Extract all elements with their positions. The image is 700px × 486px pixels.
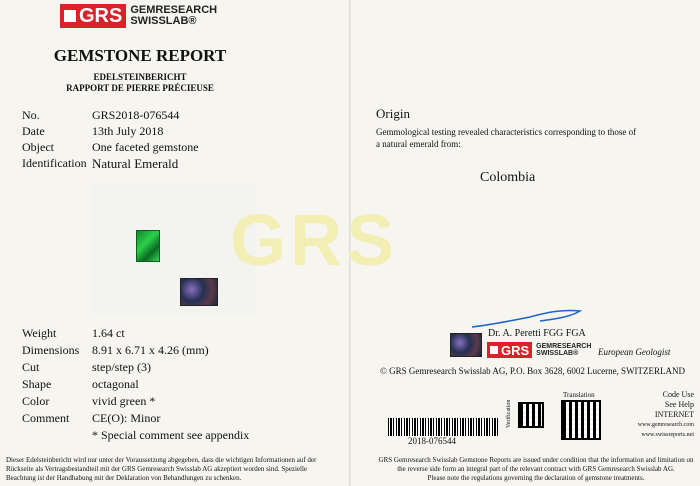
internet-info [638,390,694,440]
field-label: Color [22,394,50,408]
logo-line2: SWISSLAB® [130,15,197,27]
translation-label: Translation [563,391,595,399]
right-footer [378,456,694,483]
translation-qr-code[interactable] [561,400,601,440]
origin-text-line1: Gemmological testing revealed characteristics corresponding to those of [376,127,637,137]
special-comment-note: * Special comment see appendix [92,428,250,442]
footer-line3: Please note the regulations governing the declaration of gemstone treatments. [427,474,645,482]
logo-brand: GRS [501,342,530,358]
logo-line1: GEMRESEARCH [536,343,592,350]
field-value: octagonal [92,377,139,391]
field-value: Natural Emerald [92,156,179,171]
field-value: vivid green * [92,394,156,408]
logo-line2: SWISSLAB® [536,350,579,357]
verification-qr-code[interactable] [518,402,544,428]
grs-logo [60,4,217,28]
hologram-seal-right [450,333,482,357]
report-subtitle-fr: RAPPORT DE PIERRE PRÉCIEUSE [66,83,214,93]
field-label: Object [22,140,54,154]
field-value: 1.64 ct [92,326,125,340]
field-value: CE(O): Minor [92,411,161,425]
logo-line1: GEMRESEARCH [130,4,218,16]
origin-text-line2: a natural emerald from: [376,139,461,149]
signature [470,307,590,329]
field-label: Cut [22,360,40,374]
code-use-label: Code Use [662,390,694,399]
grs-logo-right [487,342,591,358]
field-label: Identification [22,156,87,170]
hologram-seal [180,278,218,306]
verification-label: Verification [506,399,512,428]
emerald-image [136,230,160,262]
see-help-label: See Help [664,400,694,409]
grs-watermark: GRS [230,201,399,281]
swiss-cross-icon [64,10,76,22]
field-label: Weight [22,326,57,340]
report-title: GEMSTONE REPORT [53,46,227,65]
field-value: One faceted gemstone [92,140,199,154]
field-label: Shape [22,377,52,391]
signatory-title: European Geologist [598,347,671,357]
internet-label: INTERNET [654,410,694,419]
field-label: No. [22,108,40,122]
origin-country: Colombia [480,170,536,185]
field-value: 8.91 x 6.71 x 4.26 (mm) [92,343,209,357]
field-value: 13th July 2018 [92,124,164,138]
footer-line1: GRS Gemresearch Swisslab Gemstone Reports are issued under condition that the information and limitation on [378,456,694,464]
field-label: Dimensions [22,343,80,357]
url-swissreports[interactable]: www.swissreports.net [641,432,694,438]
left-footer: Dieser Edelsteinbericht wird nur unter der Voraussetzung abgegeben, dass die wichtigen Informationen auf der Rückseite als Vertragsbestandteil mit der GRS Gemresearch Swisslab AG akzeptiert worden sind. Spezielle Beachtung ist der Handhabung mit der Deklaration von Behandlungen zu schenken. [6,456,317,482]
origin-heading: Origin [376,106,410,121]
company-address: © GRS Gemresearch Swisslab AG, P.O. Box 3628, 6002 Lucerne, SWITZERLAND [380,366,686,376]
footer-line2: the reverse side form an integral part of the relevant contract with GRS Gemresearch Swisslab AG. [397,465,675,473]
barcode-number: 2018-076544 [408,436,456,446]
field-label: Date [22,124,45,138]
swiss-cross-icon [490,346,498,354]
signatory-name: Dr. A. Peretti FGG FGA [488,328,586,339]
url-gemresearch[interactable]: www.gemresearch.com [637,422,694,428]
report-barcode [388,418,498,436]
logo-brand: GRS [79,4,123,27]
report-subtitle-de: EDELSTEINBERICHT [93,72,187,82]
field-label: Comment [22,411,70,425]
field-value: GRS2018-076544 [92,108,180,122]
field-value: step/step (3) [92,360,151,374]
